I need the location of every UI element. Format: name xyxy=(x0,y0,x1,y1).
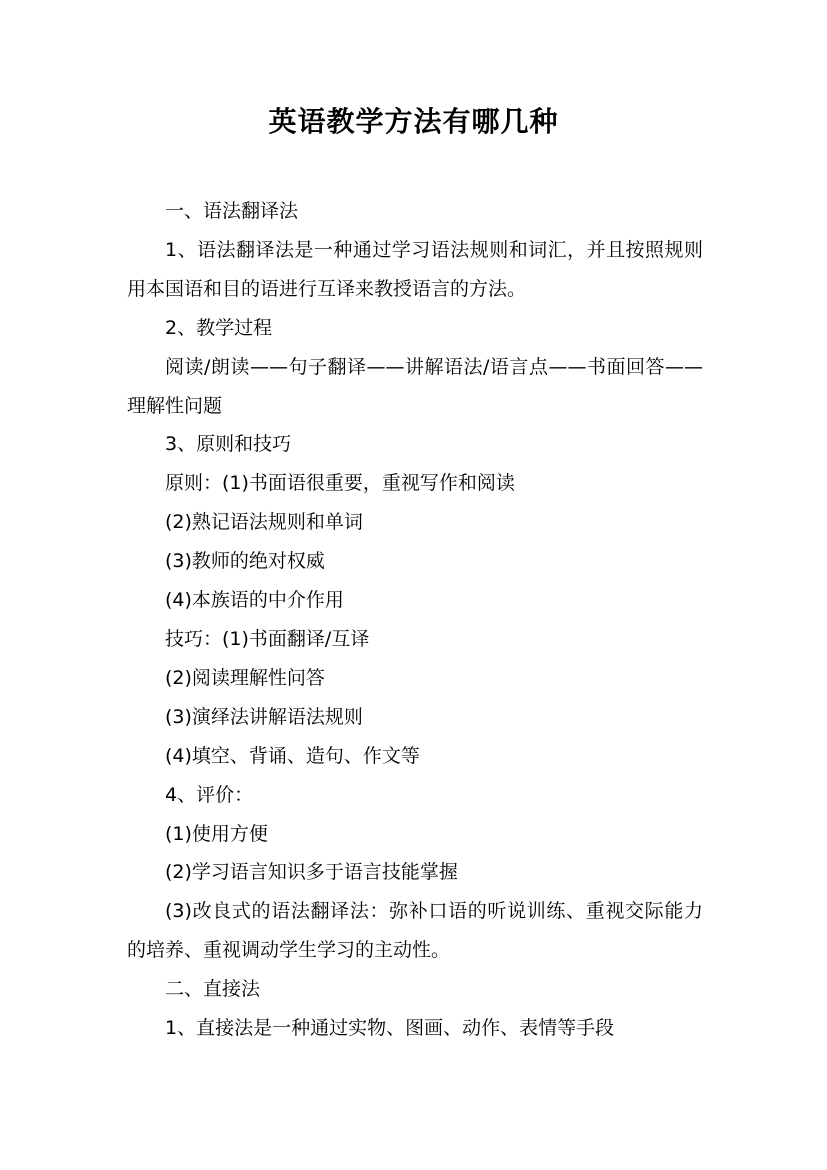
paragraph-process-steps: 阅读/朗读——句子翻译——讲解语法/语言点——书面回答——理解性问题 xyxy=(127,355,703,417)
technique-item-2: (2)阅读理解性问答 xyxy=(165,666,325,689)
section-heading-direct-method: 二、直接法 xyxy=(165,978,261,1001)
technique-item-1: 技巧：(1)书面翻译/互译 xyxy=(165,627,370,650)
document-body xyxy=(127,192,703,1048)
section-heading-grammar-translation: 一、语法翻译法 xyxy=(165,200,299,222)
evaluation-item-2: (2)学习语言知识多于语言技能掌握 xyxy=(165,861,458,884)
principle-item-2: (2)熟记语法规则和单词 xyxy=(165,511,363,534)
subheading-teaching-process: 2、教学过程 xyxy=(165,316,273,339)
document-title: 英语教学方法有哪几种 xyxy=(268,105,559,138)
evaluation-item-3: (3)改良式的语法翻译法：弥补口语的听说训练、重视交际能力的培养、重视调动学生学习的主动性。 xyxy=(127,900,703,962)
principle-item-4: (4)本族语的中介作用 xyxy=(165,589,344,612)
technique-item-4: (4)填空、背诵、造句、作文等 xyxy=(165,744,420,767)
principle-item-3: (3)教师的绝对权威 xyxy=(165,550,325,573)
paragraph-direct-method-definition: 1、直接法是一种通过实物、图画、动作、表情等手段 xyxy=(165,1017,615,1040)
evaluation-item-1: (1)使用方便 xyxy=(165,822,268,845)
subheading-evaluation: 4、评价： xyxy=(165,783,254,806)
paragraph-definition: 1、语法翻译法是一种通过学习语法规则和词汇，并且按照规则用本国语和目的语进行互译来教授语言的方法。 xyxy=(127,238,703,300)
subheading-principles-techniques: 3、原则和技巧 xyxy=(165,433,292,456)
principle-item-1: 原则：(1)书面语很重要，重视写作和阅读 xyxy=(165,472,515,495)
technique-item-3: (3)演绎法讲解语法规则 xyxy=(165,705,363,728)
